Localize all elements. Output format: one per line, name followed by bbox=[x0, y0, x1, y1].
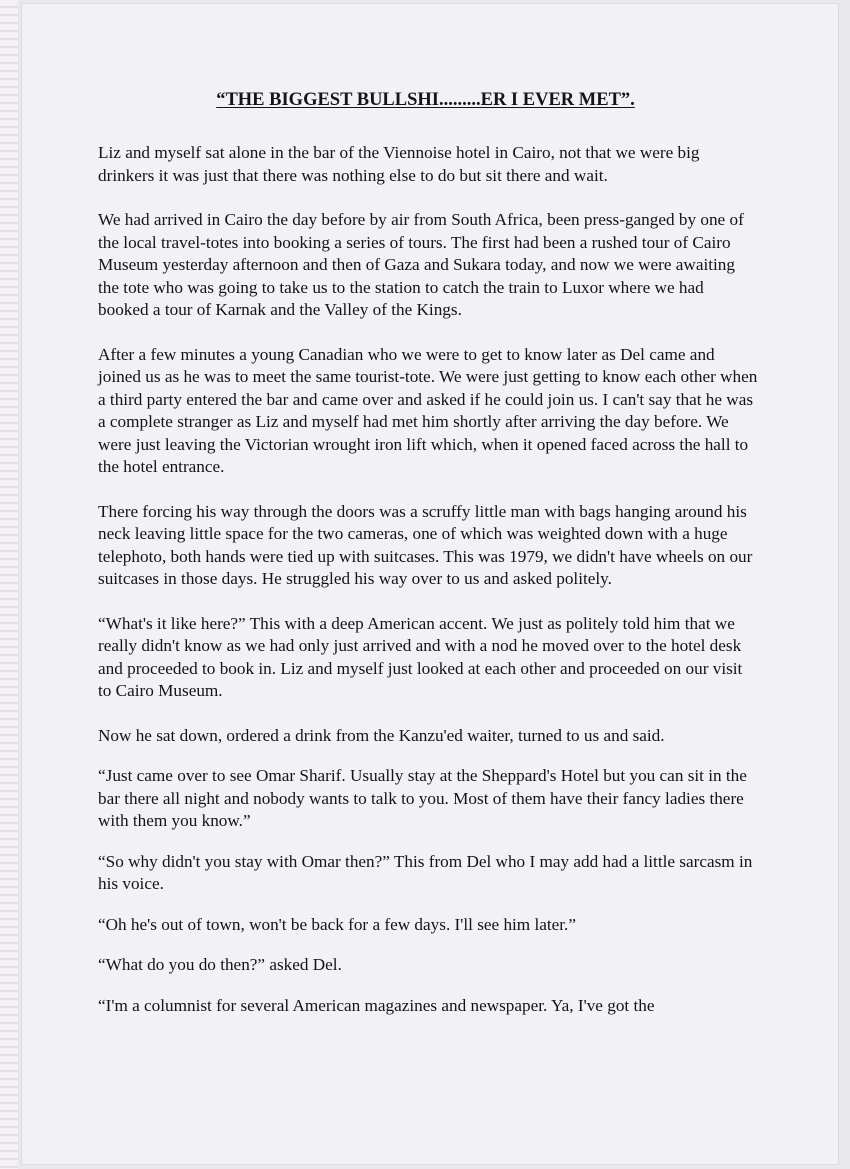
paragraph: “What's it like here?” This with a deep American accent. We just as politely told him that we really didn't know as we had only just arrived and with a nod he moved over to the hotel desk and proceeded to book in. Liz and myself just looked at each other and proceeded on our visit to Cairo Museum. bbox=[98, 613, 743, 700]
paragraph: After a few minutes a young Canadian who we were to get to know later as Del came and joined us as he was to meet the same tourist-tote. We were just getting to know each other when a third party entered the bar and came over and asked if he could join us. I can't say that he was a complete stranger as Liz and myself had met him shortly after arriving the day before. We were just leaving the Victorian wrought iron lift which, when it opened faced across the hall to the hotel entrance. bbox=[98, 344, 758, 476]
paragraph: “Oh he's out of town, won't be back for a few days. I'll see him later.” bbox=[98, 914, 576, 934]
paragraph: We had arrived in Cairo the day before by air from South Africa, been press-ganged by one of the local travel-totes into booking a series of tours. The first had been a rushed tour of Cairo Museum yesterday afternoon and then of Gaza and Sukara today, and now we were awaiting the tote who was going to take us to the station to catch the train to Luxor where we had booked a tour of Karnak and the Valley of the Kings. bbox=[98, 210, 744, 319]
paragraph: “Just came over to see Omar Sharif. Usually stay at the Sheppard's Hotel but you can sit in the bar there all night and nobody wants to talk to you. Most of them have their fancy ladies there with them you know.” bbox=[98, 766, 747, 830]
paragraph: “I'm a columnist for several American magazines and newspaper. Ya, I've got the bbox=[98, 995, 655, 1015]
document-title: “THE BIGGEST BULLSHI.........ER I EVER MET”. bbox=[216, 90, 635, 110]
paragraph: Liz and myself sat alone in the bar of the Viennoise hotel in Cairo, not that we were big drinkers it was just that there was nothing else to do but sit there and wait. bbox=[98, 143, 700, 185]
paragraph: “What do you do then?” asked Del. bbox=[98, 955, 342, 974]
paragraph: There forcing his way through the doors was a scruffy little man with bags hanging around his neck leaving little space for the two cameras, one of which was weighted down with a huge telephoto, both hands were tied up with suitcases. This was 1979, we didn't have wheels on our suitcases in those days. He struggled his way over to us and asked politely. bbox=[98, 501, 753, 588]
paragraph: “So why didn't you stay with Omar then?” This from Del who I may add had a little sarcasm in his voice. bbox=[98, 851, 753, 893]
paragraph: Now he sat down, ordered a drink from the Kanzu'ed waiter, turned to us and said. bbox=[98, 725, 665, 745]
document-body bbox=[98, 142, 758, 1035]
scan-edge bbox=[0, 0, 18, 1169]
